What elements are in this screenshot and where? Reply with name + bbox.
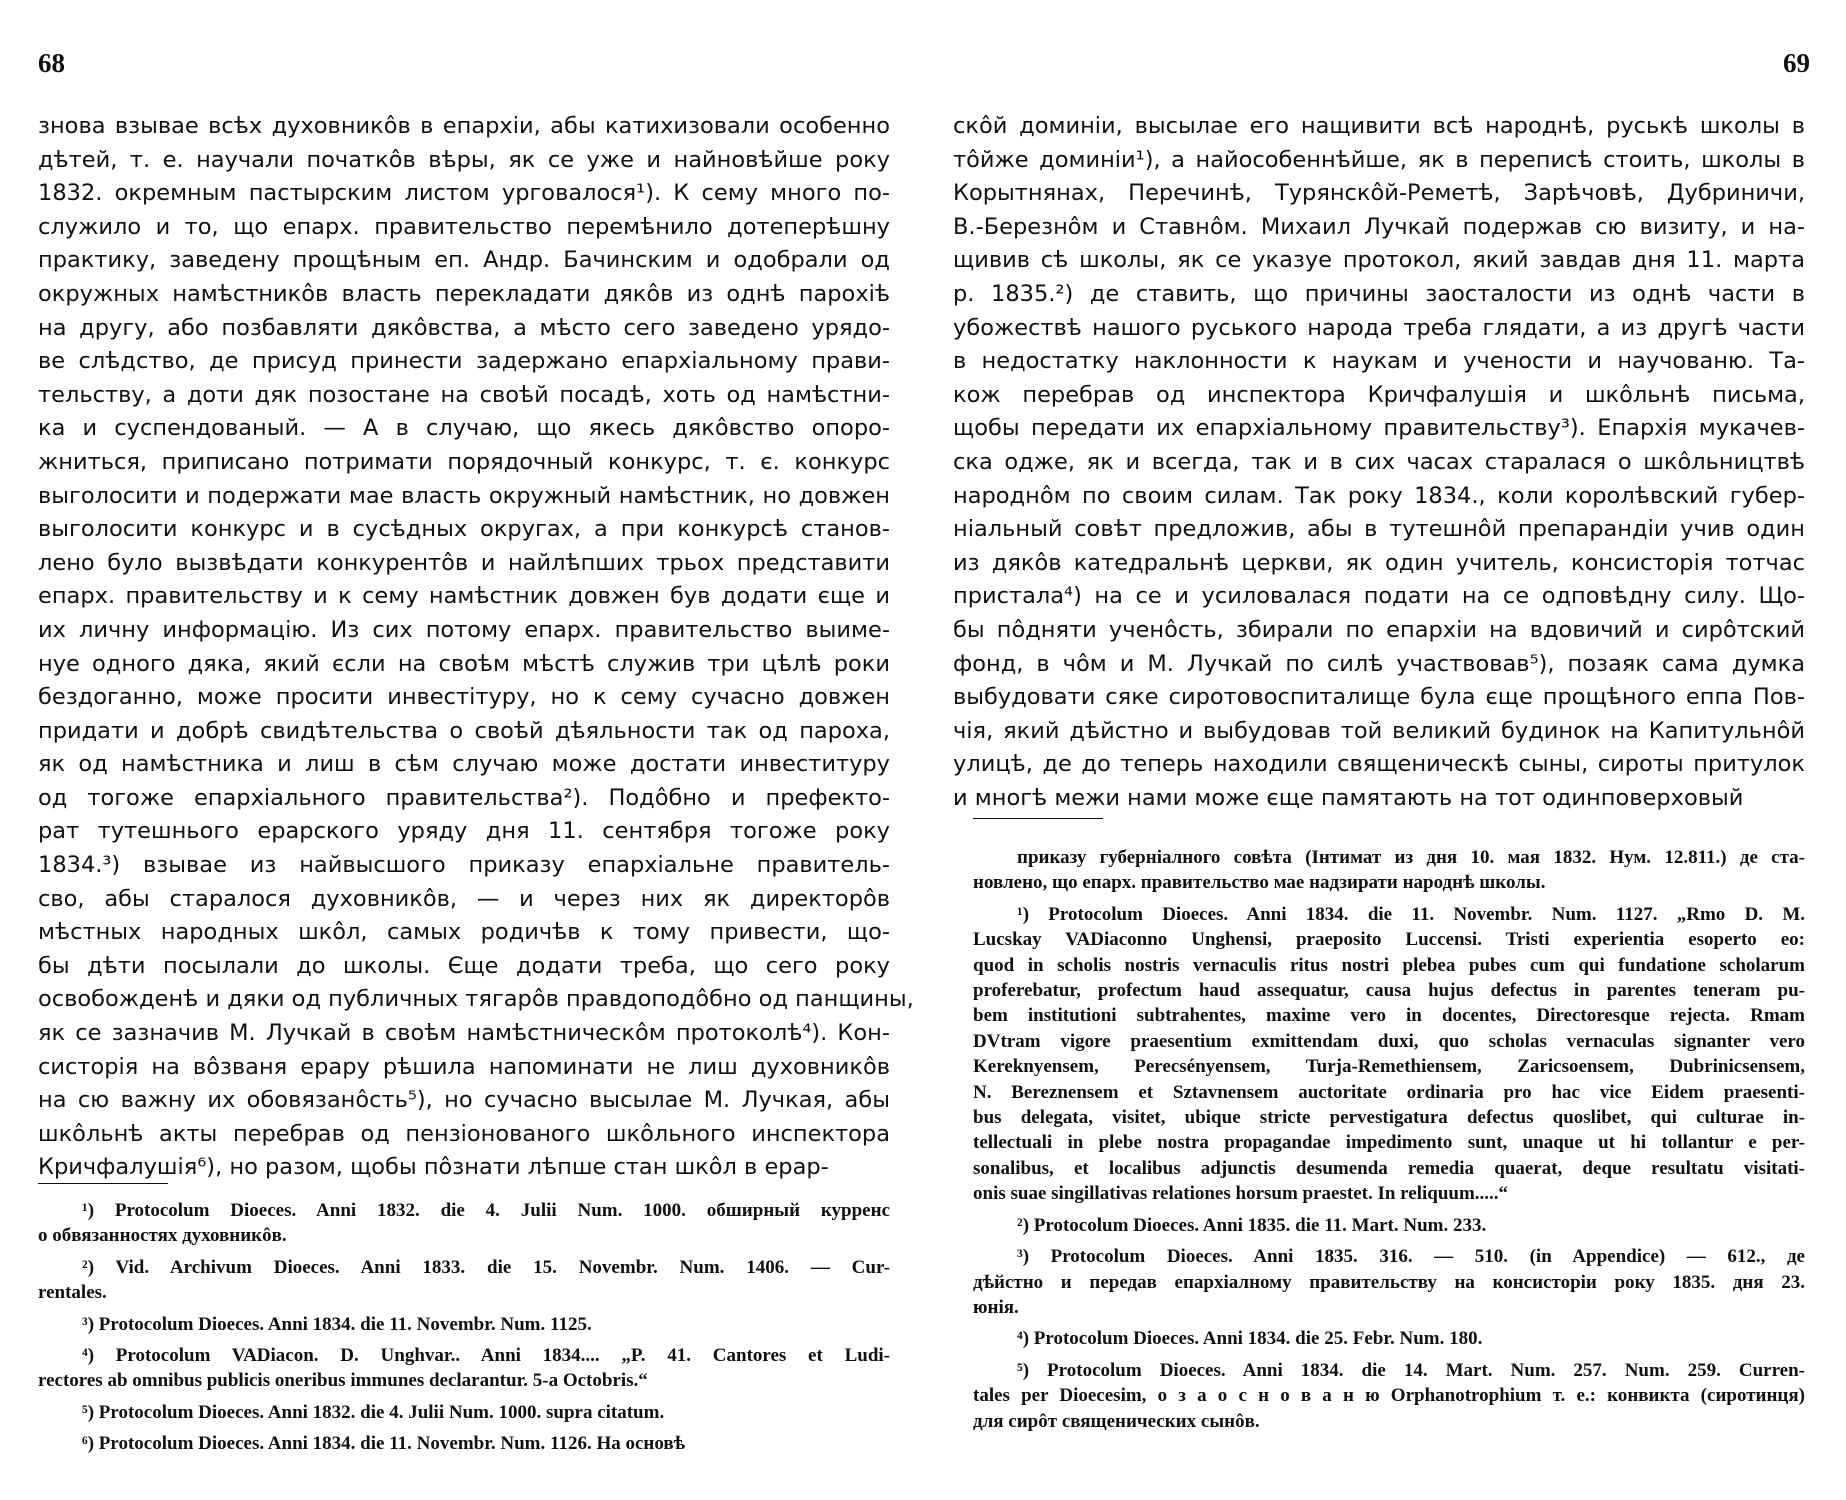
footnote <box>38 1255 890 1306</box>
footnote-line: ⁴) Protocolum Dioeces. Anni 1834. die 25. Febr. Num. 180. <box>1017 1328 1483 1350</box>
footnote <box>38 1431 890 1456</box>
footnotes <box>973 845 1805 1434</box>
text-line: ве слѣдство, де присуд принести задержано епархіальному прави- <box>38 348 890 375</box>
text-line: Кричфалушія⁶), но разом, щобы пôзнати лѣпше стан шкôл в ерар- <box>38 1154 829 1181</box>
text-line: в недостатку наклонности к наукам и учености и научованю. Та- <box>953 348 1805 375</box>
text-line: бездоганно, може просити инвестітуру, но к сему сучасно довжен <box>38 684 890 711</box>
text-line: як се зазначив М. Лучкай в своѣм намѣстническôм протоколѣ⁴). Кон- <box>38 1020 890 1047</box>
footnote <box>973 845 1805 896</box>
text-line: бы пôдняти ученôсть, збирали по епархіи на вдовичий и сирôтский <box>953 616 1805 643</box>
page-number: 69 <box>1783 48 1810 78</box>
text-line: шкôльнѣ акты перебрав од пензіонованого шкôльного инспектора <box>38 1120 890 1147</box>
footnote-line: новлено, що епарх. правительство мае надзирати народнѣ школы. <box>973 872 1546 894</box>
text-line: придати и добрѣ свидѣтельства о своѣй дѣяльности так од пароха, <box>38 717 890 744</box>
footnote-line: ⁶) Protocolum Dioeces. Anni 1834. die 11. Novembr. Num. 1126. На основѣ <box>82 1433 686 1455</box>
footnote-line: ⁴) Protocolum VADiacon. D. Unghvar.. Anni 1834.... „P. 41. Cantores et Ludi- <box>82 1345 890 1367</box>
text-line: щобы передати их епархіальному правительству³). Епархія мукачев- <box>953 415 1805 442</box>
text-line: тельству, а доти дяк позостане на своѣй посадѣ, хоть од намѣстни- <box>38 381 890 408</box>
text-line: щивив сѣ школы, як се указуе протокол, який завдав дня 11. марта <box>953 247 1805 274</box>
footnote <box>38 1198 890 1249</box>
text-line: выголосити и подержати мае власть окружный намѣстник, но довжен <box>38 482 890 509</box>
footnote-line: quod in scholis nostris vernaculis ritus nostri plebea pubes cum qui fundatione scholarum <box>973 954 1805 976</box>
text-line: их личну информацію. Из сих потому епарх. правительство выиме- <box>38 616 890 643</box>
text-line: ка и суспендованый. — А в случаю, що якесь дякôвство опоро- <box>38 415 890 442</box>
footnote-line: для сирôт священических сынôв. <box>973 1410 1260 1432</box>
footnote <box>38 1400 890 1425</box>
footnote <box>973 902 1805 1207</box>
text-line: чія, який дѣйстно и выбудовав той великий будинок на Капитульнôй <box>953 717 1805 744</box>
text-line: из дякôв катедральнѣ церкви, як один учитель, консисторія тотчас <box>953 549 1805 576</box>
text-line: епарх. правительству и к сему намѣстник довжен був додати єще и <box>38 583 890 610</box>
footnote-line: proferebatur, profectum haud assequatur, causa hujus defectus in parentes teneram pu- <box>973 980 1805 1002</box>
text-line: жниться, приписано потримати порядочный конкурс, т. є. конкурс <box>38 448 890 475</box>
footnotes <box>38 1198 890 1457</box>
footnote-line: tales per Dioecesim, о з а о с н о в а н ю Orphanotrophium т. е.: конвикта (сиротинця) <box>973 1385 1805 1407</box>
footnote-line: ¹) Protocolum Dioeces. Anni 1834. die 11. Novembr. Num. 1127. „Rmo D. M. <box>1017 903 1805 925</box>
text-line: нуе одного дяка, який єсли на своѣм мѣстѣ служив три цѣлѣ роки <box>38 650 890 677</box>
text-line: дѣтей, т. е. научали початкôв вѣры, як се уже и найновѣйше року <box>38 146 890 173</box>
text-line: знова взывае всѣх духовникôв в епархіи, абы катихизовали особенно <box>38 113 890 139</box>
text-line: выбудовати сяке сиротовоспиталище була єще прощѣного еппа Пов- <box>953 684 1805 711</box>
text-line: фонд, в чôм и М. Лучкай по силѣ участвовав⁵), позаяк сама думка <box>953 650 1805 677</box>
text-line: В.-Березнôм и Ставнôм. Михаил Лучкай подержав сю визиту, и на- <box>953 213 1805 240</box>
text-line: окружных намѣстникôв власть перекладати дякôв из однѣ парохіѣ <box>38 280 890 307</box>
footnote-rule <box>38 1183 168 1184</box>
text-line: и многѣ межи нами може єще памятають на тот одинповерховый <box>953 784 1744 811</box>
footnote-line: приказу губерніалного совѣта (Інтимат из дня 10. мая 1832. Нум. 12.811.) де ста- <box>1017 847 1805 868</box>
text-line: систорія на вôзваня ерару рѣшила напоминати не лиш духовникôв <box>38 1053 890 1080</box>
text-line: сво, абы старалося духовникôв, — и через них як директорôв <box>38 885 890 912</box>
footnote-line: onis suae singillativas relationes horsum praestet. In reliquum.....“ <box>973 1183 1509 1205</box>
text-line: бы дѣти посылали до школы. Єще додати треба, що сего року <box>38 952 890 979</box>
text-line: освобожденѣ и дяки од публичных тягарôв правдоподôбно од панщины, <box>38 986 914 1013</box>
footnote-line: Kereknyensem, Perecsényensem, Turja-Remethiensem, Zaricsoensem, Dubrinicsensem, <box>973 1056 1805 1078</box>
footnote-line: DVtram vigore praesentium exmittendam duxi, quo scholas vernaculas signanter vero <box>973 1030 1805 1052</box>
footnote-line: ¹) Protocolum Dioeces. Anni 1832. die 4. Julii Num. 1000. обширный курренс <box>82 1200 890 1221</box>
footnote <box>38 1312 890 1337</box>
footnote-line: tellectuali in plebe nostra propagandae impedimento sunt, unaque ut hi tollantur e per- <box>973 1132 1805 1154</box>
footnote <box>973 1213 1805 1238</box>
text-line: на другу, або позбавляти дякôвства, а мѣсто сего заведено урядо- <box>38 314 890 341</box>
footnote-line: rectores ab omnibus publicis oneribus immunes declarantur. 5-a Octobris.“ <box>38 1370 648 1392</box>
footnote-line: о обвязанностях духовникôв. <box>38 1225 287 1247</box>
footnote-rule <box>973 818 1103 819</box>
text-line: од тогоже епархіального правительства²). Подôбно и префекто- <box>38 784 890 811</box>
text-line: пристала⁴) на се и усиловалася подати на се одповѣдну силу. Що- <box>953 583 1805 610</box>
footnote-line: юнія. <box>973 1296 1019 1318</box>
body-text <box>953 110 1805 815</box>
footnote-line: ³) Protocolum Dioeces. Anni 1834. die 11. Novembr. Num. 1125. <box>82 1313 592 1335</box>
text-line: 1834.³) взывае из найвысшого приказу епархіальне правитель- <box>38 852 890 879</box>
footnote <box>973 1244 1805 1320</box>
footnote-line: sonalibus, et localibus adjunctis desumenda remedia quaerat, deque resultatu visitati- <box>973 1157 1805 1179</box>
footnote-line: дѣйстно и передав епархіалному правительству на консисторіи року 1835. дня 23. <box>973 1271 1805 1293</box>
text-line: Корытнянах, Перечинѣ, Турянскôй-Реметѣ, Зарѣчовѣ, Дубриничи, <box>953 180 1805 207</box>
text-line: служило и то, що епарх. правительство перемѣнило дотеперѣшну <box>38 213 890 240</box>
text-line: кож перебрав од инспектора Кричфалушія и шкôльнѣ письма, <box>953 381 1805 408</box>
footnote-line: ⁵) Protocolum Dioeces. Anni 1832. die 4. Julii Num. 1000. supra citatum. <box>82 1401 665 1423</box>
page-number: 68 <box>38 48 65 78</box>
text-line: тôйже доминіи¹), а найособеннѣйше, як в переписѣ стоить, школы в <box>953 146 1805 173</box>
right-page <box>923 0 1846 1500</box>
text-line: улицѣ, де до теперь находили священическѣ сыны, сироты притулок <box>953 751 1805 778</box>
footnote-line: N. Bereznensem et Sztavnensem auctoritate ordinaria pro hac vice Eidem praesenti- <box>973 1081 1805 1103</box>
text-line: скôй доминіи, высылае его нащивити всѣ народнѣ, руськѣ школы в <box>953 113 1805 139</box>
text-line: лено було вызвѣдати конкурентôв и найлѣпших трьох представити <box>38 549 890 576</box>
footnote-line: ³) Protocolum Dioeces. Anni 1835. 316. — 510. (in Appendice) — 612., де <box>1017 1246 1805 1268</box>
text-line: рат тутешнього ерарского уряду дня 11. сентября тогоже року <box>38 818 890 845</box>
text-line: убожествѣ нашого руського народа треба глядати, а из другѣ части <box>953 314 1805 341</box>
footnote-line: Lucskay VADiaconno Unghensi, praeposito Luccensi. Tristi experientia esoperto eo: <box>973 929 1805 951</box>
footnote-line: ⁵) Protocolum Dioeces. Anni 1834. die 14. Mart. Num. 257. Num. 259. Curren- <box>1017 1359 1805 1381</box>
text-line: 1832. окремным пастырским листом урговалося¹). К сему много по- <box>38 180 890 207</box>
text-line: народнôм по своим силам. Так року 1834., коли королѣвский губер- <box>953 482 1805 509</box>
footnote-line: ²) Protocolum Dioeces. Anni 1835. die 11. Mart. Num. 233. <box>1017 1214 1487 1236</box>
footnote <box>973 1326 1805 1351</box>
footnote-line: ²) Vid. Archivum Dioeces. Anni 1833. die 15. Novembr. Num. 1406. — Cur- <box>82 1256 890 1278</box>
text-line: мѣстных народных шкôл, самых родичѣв к тому привести, що- <box>38 919 890 946</box>
text-line: на сю важну их обовязанôсть⁵), но сучасно высылае М. Лучкая, абы <box>38 1087 890 1114</box>
footnote <box>973 1358 1805 1434</box>
text-line: р. 1835.²) де ставить, що причины заосталости из однѣ части в <box>953 280 1805 307</box>
text-line: як од намѣстника и лиш в сѣм случаю може достати инвеституру <box>38 751 890 778</box>
text-line: выголосити конкурс и в сусѣдных округах, а при конкурсѣ станов- <box>38 516 890 543</box>
footnote <box>38 1343 890 1394</box>
body-text <box>38 110 914 1185</box>
footnote-line: bem institutioni subtrahentes, maxime vero in docentes, Directoresque rejecta. Rmam <box>973 1005 1805 1027</box>
text-line: ніальный совѣт предложив, абы в тутешнôй препарандіи учив один <box>953 516 1805 543</box>
footnote-line: rentales. <box>38 1282 107 1304</box>
text-line: практику, заведену прощѣным еп. Андр. Бачинским и одобрали од <box>38 247 890 274</box>
footnote-line: bus delegata, visitet, ubique stricte pervestigatura defectus quoslibet, qui culturae in- <box>973 1107 1805 1129</box>
text-line: ска одже, як и всегда, так и в сих часах старалася о шкôльництвѣ <box>953 448 1805 475</box>
